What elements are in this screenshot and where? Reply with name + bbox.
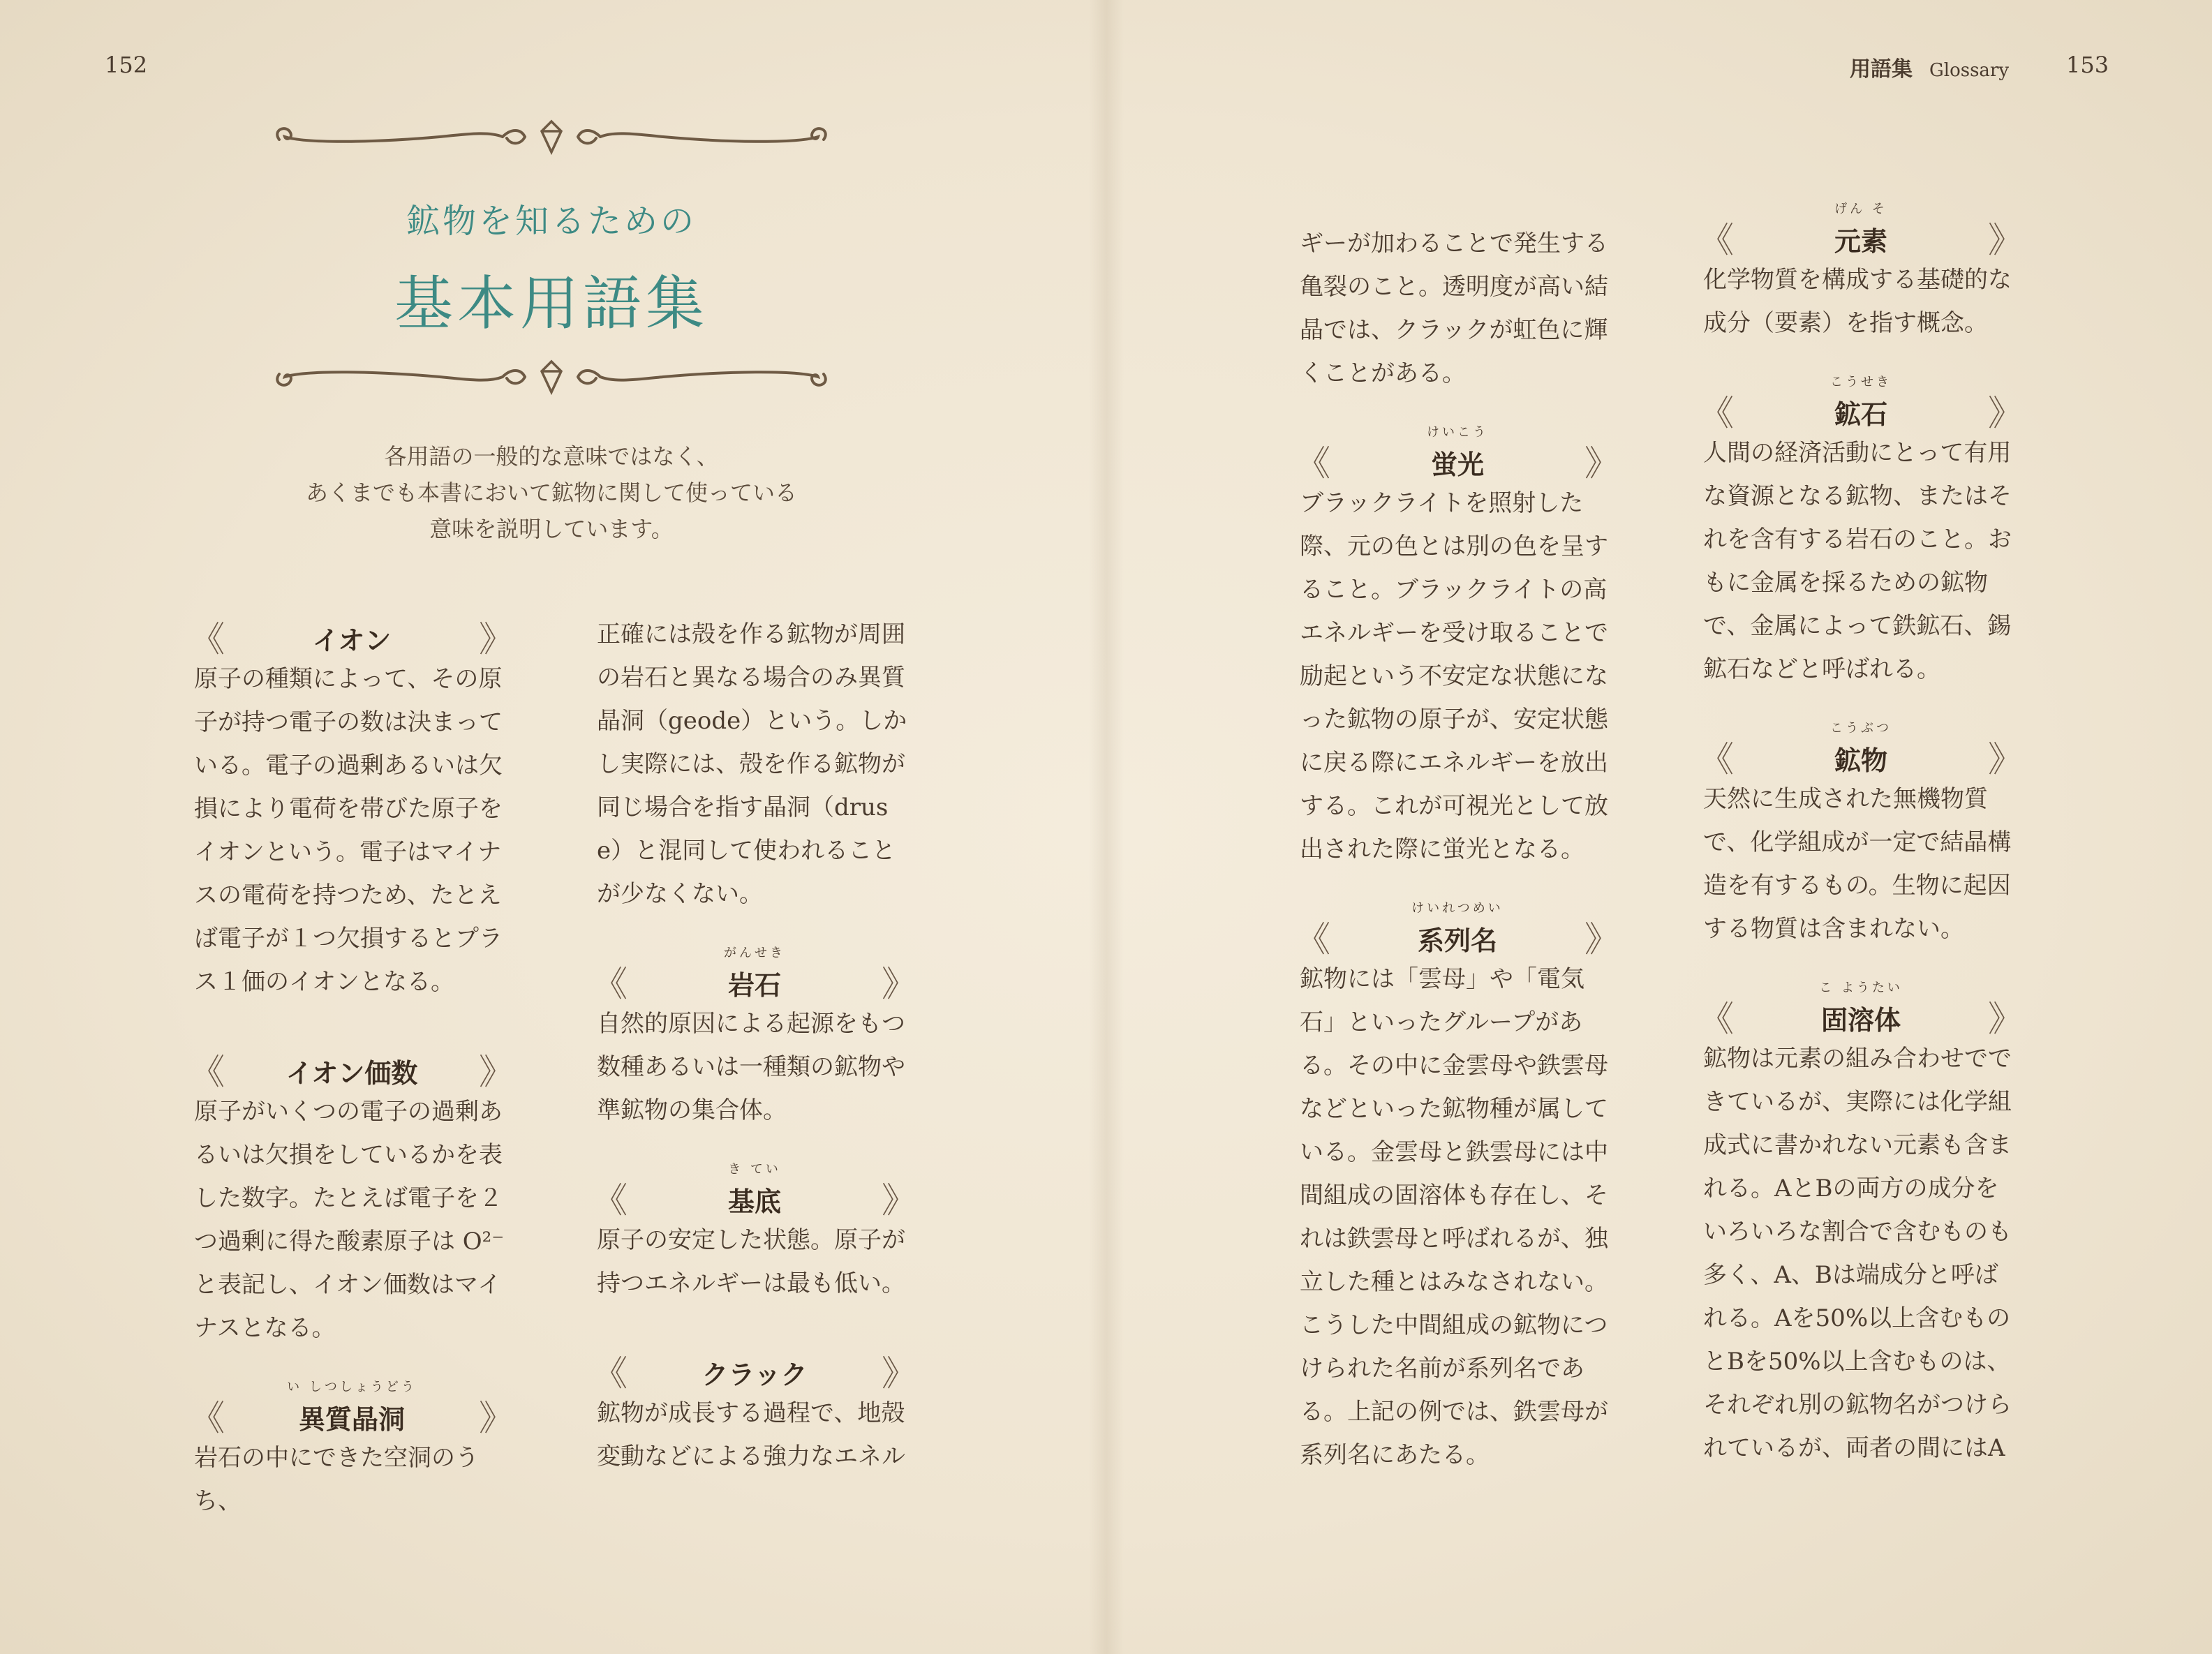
intro-line: 各用語の一般的な意味ではなく、	[384, 443, 719, 470]
left-double-bracket-icon: 《	[190, 1398, 225, 1438]
glossary-entry-mineral	[1699, 719, 2023, 951]
term-heading	[190, 1031, 514, 1096]
left-double-bracket-icon: 《	[1699, 393, 1734, 433]
term-word: 岩石	[727, 969, 781, 1001]
term-heading	[1699, 373, 2023, 437]
term-word: 固溶体	[1820, 1004, 1901, 1036]
term-definition: 原子がいくつの電子の過剰あるいは欠損をしているかを表した数字。たとえば電子を２つ過剰に得た酸素原子は O²⁻ と表記し、イオン価数はマイナスとなる。	[194, 1098, 505, 1342]
left-double-bracket-icon: 《	[593, 1353, 628, 1394]
term-word: クラック	[702, 1359, 808, 1390]
glossary-column-4	[1699, 200, 2023, 1498]
right-double-bracket-icon: 》	[1584, 919, 1619, 960]
left-page-number: 152	[105, 52, 148, 78]
term-definition: 鉱物が成長する過程で、地殻変動などによる強力なエネル	[597, 1399, 905, 1470]
left-double-bracket-icon: 《	[593, 1180, 628, 1221]
left-double-bracket-icon: 《	[190, 619, 225, 660]
glossary-column-1	[190, 599, 514, 1551]
term-definition: 天然に生成された無機物質で、化学組成が一定で結晶構造を有するもの。生物に起因する物質は含まれない。	[1703, 785, 2012, 943]
glossary-entry-ground-state	[593, 1160, 916, 1305]
right-double-bracket-icon: 》	[1988, 393, 2023, 433]
glossary-entry-ion	[190, 599, 514, 1004]
running-head-ja: 用語集	[1850, 57, 1913, 82]
right-double-bracket-icon: 》	[1584, 443, 1619, 484]
term-definition: 正確には殻を作る鉱物が周囲の岩石と異なる場合のみ異質晶洞（geode）という。しかし実際には、殻を作る鉱物が同じ場合を指す晶洞（druse）と混同して使われることが少なくない。	[597, 620, 907, 908]
term-ruby: き てい	[728, 1162, 781, 1177]
term-word: 異質晶洞	[298, 1403, 405, 1435]
term-ruby: がんせき	[724, 946, 785, 960]
glossary-entry-element	[1699, 200, 2023, 345]
glossary-column-2	[593, 613, 916, 1506]
glossary-entry-series-name	[1296, 899, 1619, 1477]
page-gutter	[1089, 0, 1124, 1654]
title-subtitle: 鉱物を知るための	[406, 202, 697, 241]
right-double-bracket-icon: 》	[479, 1398, 514, 1438]
term-heading	[1296, 423, 1619, 487]
term-definition: ギーが加わることで発生する亀裂のこと。透明度が高い結晶では、クラックが虹色に輝くことがある。	[1300, 230, 1608, 387]
term-word: イオン	[312, 625, 392, 656]
right-double-bracket-icon: 》	[882, 1180, 916, 1221]
term-ruby: こうぶつ	[1830, 721, 1892, 736]
term-heading	[1699, 978, 2023, 1043]
term-word: 蛍光	[1430, 449, 1484, 480]
term-definition: 原子の安定した状態。原子が持つエネルギーは最も低い。	[597, 1226, 905, 1297]
term-heading	[593, 944, 916, 1008]
left-double-bracket-icon: 《	[1699, 220, 1734, 260]
right-double-bracket-icon: 》	[882, 1353, 916, 1394]
right-double-bracket-icon: 》	[882, 964, 916, 1004]
term-word: 元素	[1834, 225, 1887, 257]
term-word: 鉱石	[1834, 398, 1887, 430]
intro-paragraph	[209, 438, 893, 547]
running-head	[1850, 52, 2009, 82]
term-heading	[190, 599, 514, 663]
title-main: 基本用語集	[394, 269, 708, 338]
term-word: イオン価数	[285, 1057, 418, 1089]
term-heading	[593, 1160, 916, 1224]
term-definition: 鉱物には「雲母」や「電気石」といったグループがある。その中に金雲母や鉄雲母などといった鉱物種が属している。金雲母と鉄雲母には中間組成の固溶体も存在し、それは鉄雲母と呼ばれるが、独立した種とはみなされない。こうした中間組成の鉱物につけられた名前が系列名である。上記の例では、鉄雲母が系列名にあたる。	[1300, 965, 1608, 1469]
term-heading	[1296, 899, 1619, 963]
term-ruby: げん そ	[1834, 202, 1887, 216]
left-double-bracket-icon: 《	[1296, 443, 1330, 484]
intro-line: あくまでも本書において鉱物に関して使っている	[305, 479, 797, 506]
term-definition: ブラックライトを照射した際、元の色とは別の色を呈すること。ブラックライトの高エネルギーを受け取ることで励起という不安定な状態になった鉱物の原子が、安定状態に戻る際にエネルギーを放出する。これが可視光として放出された際に蛍光となる。	[1300, 489, 1608, 863]
term-heading	[190, 1378, 514, 1442]
right-double-bracket-icon: 》	[1988, 739, 2023, 780]
term-word: 鉱物	[1834, 745, 1887, 776]
glossary-entry-ion-valence	[190, 1031, 514, 1350]
term-heading	[1699, 719, 2023, 783]
glossary-entry-ore	[1699, 373, 2023, 691]
right-double-bracket-icon: 》	[1988, 220, 2023, 260]
right-double-bracket-icon: 》	[479, 1052, 514, 1092]
bottom-flourish-ornament	[265, 356, 838, 398]
right-double-bracket-icon: 》	[1988, 999, 2023, 1039]
term-heading	[593, 1333, 916, 1397]
glossary-entry-crack	[593, 1333, 916, 1478]
glossary-entry-solid-solution	[1699, 978, 2023, 1470]
left-double-bracket-icon: 《	[1699, 999, 1734, 1039]
term-definition: 化学物質を構成する基礎的な成分（要素）を指す概念。	[1703, 266, 2012, 337]
glossary-entry-geode-continued	[597, 613, 912, 916]
glossary-entry-crack-continued	[1300, 222, 1615, 395]
term-heading	[1699, 200, 2023, 264]
glossary-entry-rock	[593, 944, 916, 1132]
term-ruby: こ ようたい	[1819, 981, 1903, 995]
term-ruby: けいこう	[1427, 425, 1488, 440]
term-definition: 自然的原因による起源をもつ数種あるいは一種類の鉱物や準鉱物の集合体。	[597, 1010, 905, 1124]
term-definition: 鉱物は元素の組み合わせでできているが、実際には化学組成式に書かれない元素も含まれる。AとBの両方の成分をいろいろな割合で含むものも多く、A、Bは端成分と呼ばれる。Aを50%以上含むものとBを50%以上含むものは、それぞれ別の鉱物名がつけられているが、両者の間にはA	[1703, 1045, 2012, 1462]
term-definition: 岩石の中にできた空洞のうち、	[194, 1444, 479, 1515]
term-ruby: こうせき	[1830, 375, 1892, 389]
right-double-bracket-icon: 》	[479, 619, 514, 660]
term-ruby: い しつしょうどう	[287, 1380, 417, 1394]
top-flourish-ornament	[265, 116, 838, 158]
right-page-number: 153	[2066, 52, 2109, 78]
term-definition: 原子の種類によって、その原子が持つ電子の数は決まっている。電子の過剰あるいは欠損により電荷を帯びた原子をイオンという。電子はマイナスの電荷を持つため、たとえば電子が１つ欠損するとプラス１価のイオンとなる。	[194, 665, 503, 996]
term-ruby: けいれつめい	[1411, 901, 1504, 916]
left-double-bracket-icon: 《	[1699, 739, 1734, 780]
term-word: 系列名	[1417, 925, 1497, 956]
intro-line: 意味を説明しています。	[429, 516, 674, 542]
left-double-bracket-icon: 《	[1296, 919, 1330, 960]
term-word: 基底	[727, 1186, 781, 1217]
running-head-en: Glossary	[1929, 60, 2010, 81]
glossary-entry-geode	[190, 1378, 514, 1523]
glossary-column-3	[1296, 222, 1619, 1505]
term-definition: 人間の経済活動にとって有用な資源となる鉱物、またはそれを含有する岩石のこと。おもに金属を採るための鉱物で、金属によって鉄鉱石、錫鉱石などと呼ばれる。	[1703, 439, 2012, 683]
left-double-bracket-icon: 《	[593, 964, 628, 1004]
left-double-bracket-icon: 《	[190, 1052, 225, 1092]
glossary-entry-fluorescence	[1296, 423, 1619, 871]
